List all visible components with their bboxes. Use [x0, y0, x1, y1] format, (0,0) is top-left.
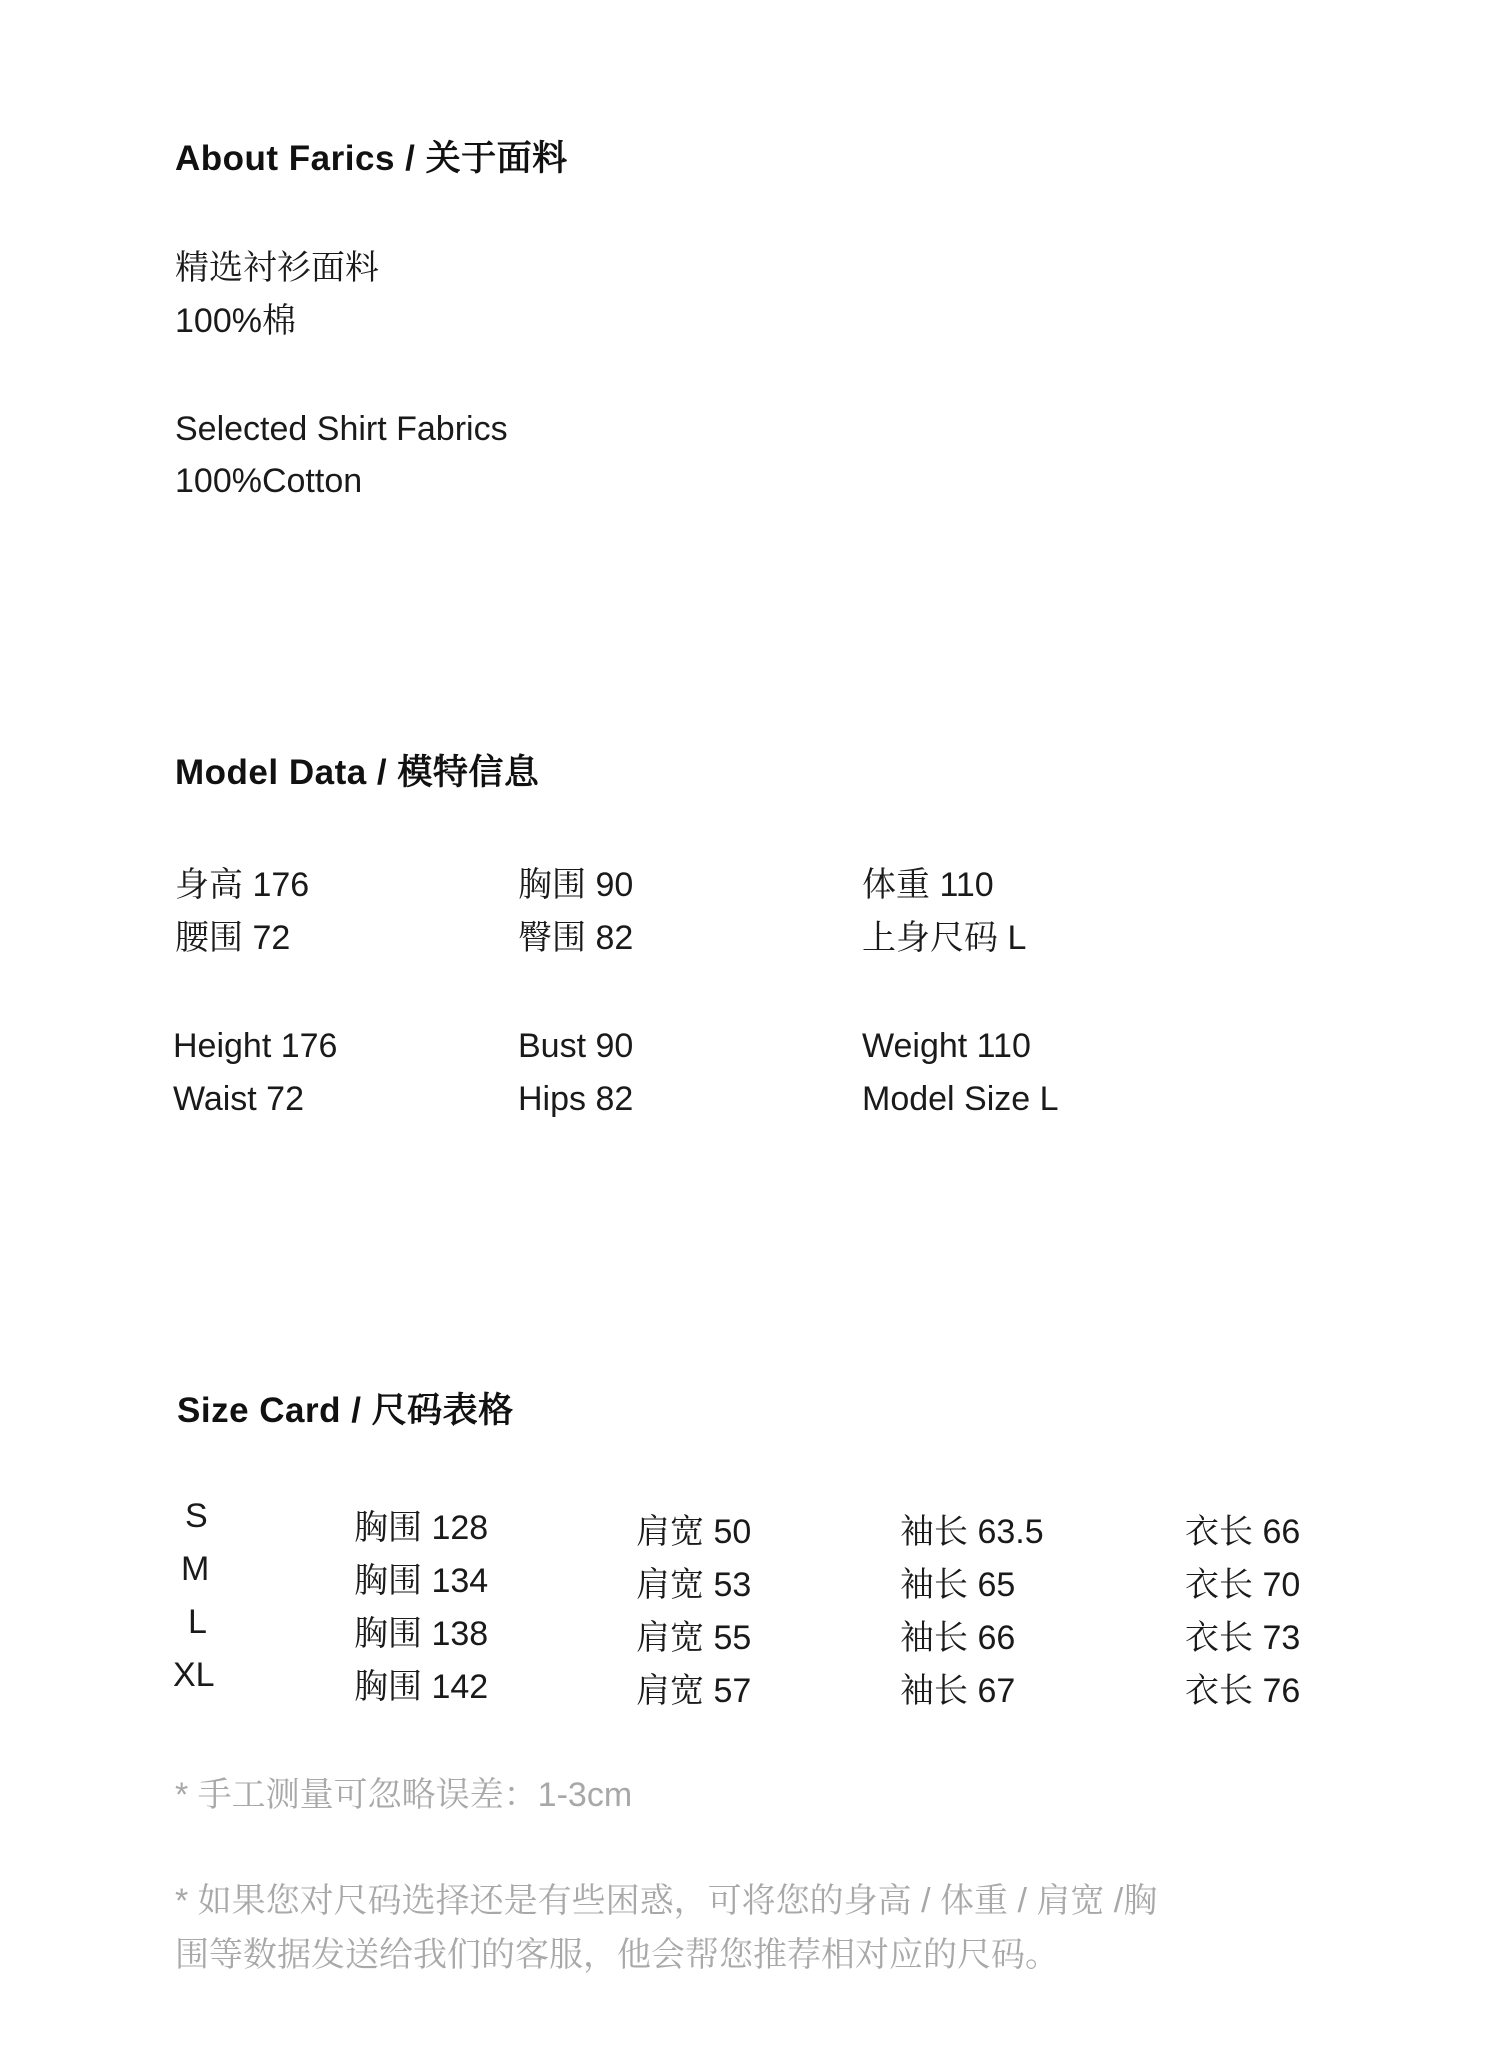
fabrics-zh-line2: 100%棉 [175, 302, 296, 340]
size-chest: 胸围 138 [354, 1615, 489, 1653]
fabrics-title: About Farics / 关于面料 [175, 139, 568, 178]
model-height-zh: 身高 176 [175, 866, 310, 904]
size-label: M [181, 1550, 210, 1588]
model-waist-en: Waist 72 [173, 1080, 305, 1118]
size-advice-note-line2: 围等数据发送给我们的客服，他会帮您推荐相对应的尺码。 [175, 1936, 1059, 1974]
size-length: 衣长 73 [1185, 1619, 1301, 1657]
size-sleeve: 袖长 66 [900, 1619, 1016, 1657]
size-sleeve: 袖长 67 [900, 1672, 1016, 1710]
size-sleeve: 袖长 65 [900, 1566, 1016, 1604]
size-label: S [185, 1497, 208, 1535]
model-bust-zh: 胸围 90 [518, 866, 634, 904]
size-chest: 胸围 128 [354, 1509, 489, 1547]
size-card-title: Size Card / 尺码表格 [177, 1391, 514, 1430]
size-length: 衣长 66 [1185, 1513, 1301, 1551]
fabrics-en-line1: Selected Shirt Fabrics [175, 410, 508, 448]
model-waist-zh: 腰围 72 [175, 919, 291, 957]
size-label: L [188, 1603, 207, 1641]
model-size-en: Model Size L [862, 1080, 1059, 1118]
size-shoulder: 肩宽 50 [636, 1513, 752, 1551]
size-shoulder: 肩宽 57 [636, 1672, 752, 1710]
model-height-en: Height 176 [173, 1027, 338, 1065]
fabrics-zh-line1: 精选衬衫面料 [175, 249, 379, 287]
size-sleeve: 袖长 63.5 [900, 1513, 1044, 1551]
model-hips-zh: 臀围 82 [518, 919, 634, 957]
size-chest: 胸围 134 [354, 1562, 489, 1600]
fabrics-en-line2: 100%Cotton [175, 462, 363, 500]
size-shoulder: 肩宽 55 [636, 1619, 752, 1657]
size-shoulder: 肩宽 53 [636, 1566, 752, 1604]
model-bust-en: Bust 90 [518, 1027, 634, 1065]
model-weight-zh: 体重 110 [862, 866, 994, 904]
size-advice-note-line1: * 如果您对尺码选择还是有些困惑，可将您的身高 / 体重 / 肩宽 /胸 [175, 1882, 1158, 1920]
model-hips-en: Hips 82 [518, 1080, 634, 1118]
model-size-zh: 上身尺码 L [862, 919, 1027, 957]
size-length: 衣长 70 [1185, 1566, 1301, 1604]
model-title: Model Data / 模特信息 [175, 753, 540, 792]
size-chest: 胸围 142 [354, 1668, 489, 1706]
model-weight-en: Weight 110 [862, 1027, 1031, 1065]
size-label: XL [173, 1656, 215, 1694]
size-length: 衣长 76 [1185, 1672, 1301, 1710]
measurement-note: * 手工测量可忽略误差：1-3cm [175, 1776, 633, 1814]
